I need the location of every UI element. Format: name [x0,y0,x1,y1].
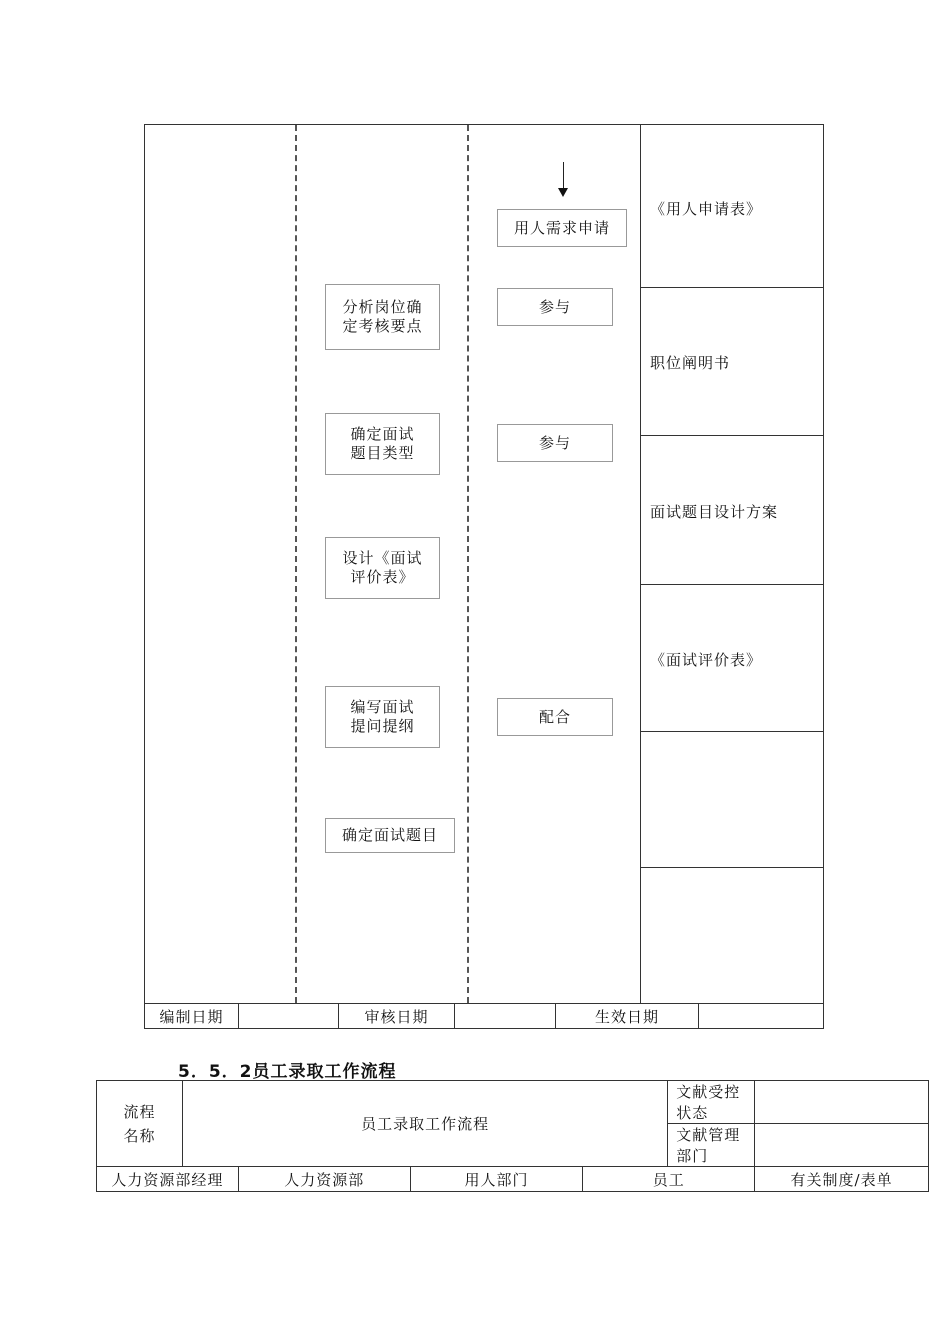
column-hr-manager: 人力资源部经理 [97,1167,239,1192]
box-label: 参与 [538,297,571,316]
box-confirm-questions [325,818,455,853]
doc-control-status-value [755,1081,929,1124]
footer-divider [454,1003,455,1029]
doc-question-design-plan: 面试题目设计方案 [650,503,779,521]
lane-divider-2 [467,125,469,1003]
doc-dept-value [755,1124,929,1167]
box-label: 配合 [538,707,571,726]
doc-job-description: 职位阐明书 [650,354,731,372]
doc-eval-form: 《面试评价表》 [650,651,763,669]
box-label-line2: 题目类型 [350,444,415,462]
box-label-line2: 定考核要点 [342,317,423,335]
box-label-line1: 设计《面试 [342,549,423,567]
process-name-label [97,1081,183,1167]
doc-dept-label: 文献管理部门 [668,1124,755,1167]
footer-divider [238,1003,239,1029]
box-participate-1 [497,288,613,326]
box-label-line1: 确定面试 [350,425,415,443]
box-label: 确定面试题目 [341,826,438,844]
box-cooperate [497,698,613,736]
box-label: 参与 [538,433,571,452]
doc-row-line [640,867,824,868]
doc-staffing-form: 《用人申请表》 [650,200,763,218]
document-column-divider [640,125,641,1003]
process-name-value: 员工录取工作流程 [182,1081,667,1167]
footer-divider [698,1003,699,1029]
box-question-type [325,413,440,475]
doc-control-status-label: 文献受控状态 [668,1081,755,1124]
box-write-outline [325,686,440,748]
box-label-line2: 提问提纲 [350,717,415,735]
flow-arrow-head [558,188,568,197]
section-title: 5．5．2员工录取工作流程 [178,1062,397,1082]
box-label: 用人需求申请 [513,218,610,237]
doc-row-line [640,435,824,436]
flow-arrow-line [563,162,564,188]
doc-row-line [640,287,824,288]
box-label-line1: 编写面试 [350,698,415,716]
box-staffing-request [497,209,627,247]
lane-divider-1 [295,125,297,1003]
box-label-line2: 评价表》 [350,568,415,586]
doc-row-line [640,584,824,585]
process-name-label-line2: 名称 [123,1126,156,1145]
process-header-table [96,1080,929,1192]
effective-date-label: 生效日期 [594,1008,659,1026]
box-participate-2 [497,424,613,462]
column-related-forms: 有关制度/表单 [755,1167,929,1192]
box-design-eval-form [325,537,440,599]
box-analyze-position [325,284,440,350]
compiled-date-label: 编制日期 [159,1008,224,1026]
reviewed-date-label: 审核日期 [364,1008,429,1026]
box-label-line1: 分析岗位确 [342,298,423,316]
flowchart-frame [144,124,824,1029]
column-hr-dept: 人力资源部 [238,1167,410,1192]
column-hiring-dept: 用人部门 [410,1167,583,1192]
footer-top-line [144,1003,824,1004]
column-employee: 员工 [583,1167,755,1192]
doc-row-line [640,731,824,732]
process-name-label-line1: 流程 [123,1102,156,1121]
